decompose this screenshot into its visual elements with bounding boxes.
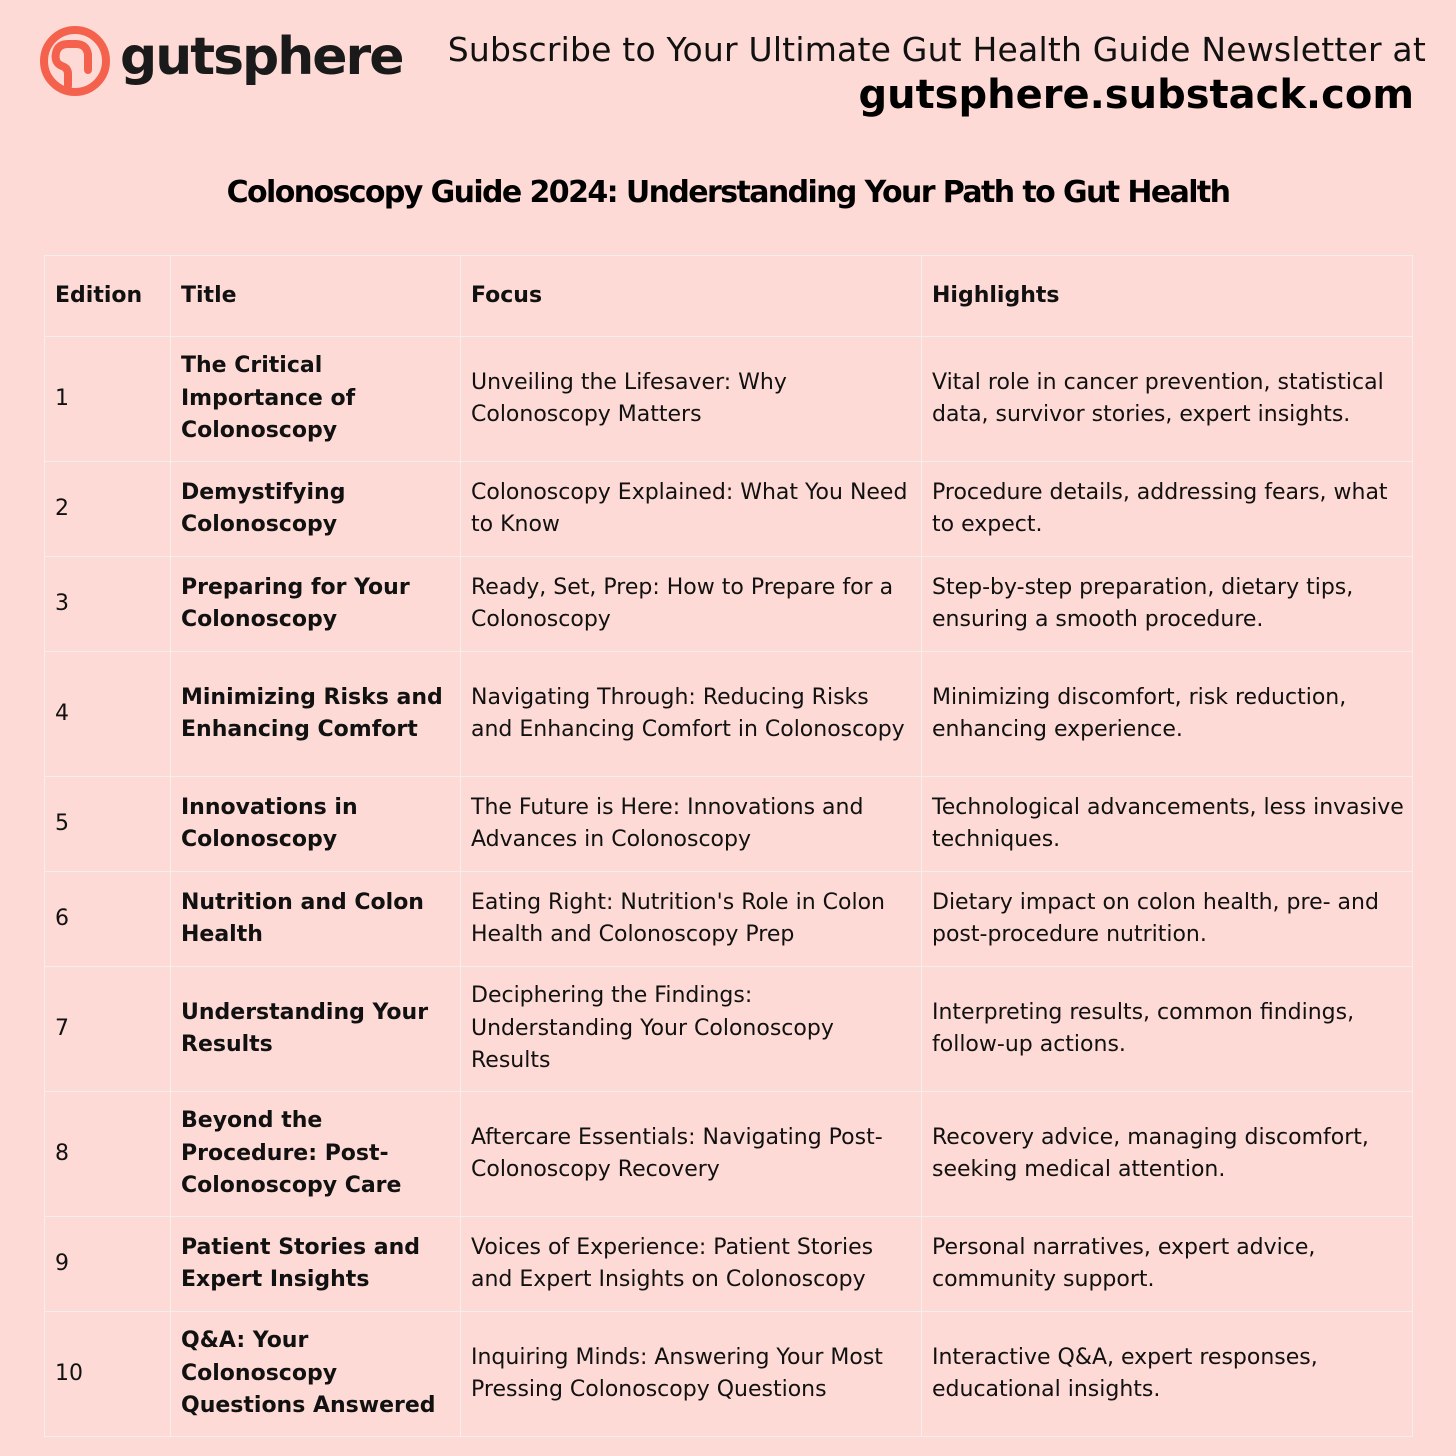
highlights-cell: Minimizing discomfort, risk reduction, enhancing experience. (922, 652, 1413, 777)
edition-cell: 4 (45, 652, 171, 777)
highlights-cell: Procedure details, addressing fears, what to expect. (922, 462, 1413, 557)
title-cell: Nutrition and Colon Health (171, 872, 461, 967)
page-title: Colonoscopy Guide 2024: Understanding Your Path to Gut Health (226, 175, 1230, 210)
column-header-focus: Focus (461, 256, 922, 337)
focus-cell: Ready, Set, Prep: How to Prepare for a Colonoscopy (461, 557, 922, 652)
table-row (45, 1312, 1413, 1437)
column-header-title: Title (171, 256, 461, 337)
edition-cell: 5 (45, 777, 171, 872)
editions-table (44, 255, 1413, 1437)
title-cell: Patient Stories and Expert Insights (171, 1217, 461, 1312)
highlights-cell: Step-by-step preparation, dietary tips, ensuring a smooth procedure. (922, 557, 1413, 652)
edition-cell: 3 (45, 557, 171, 652)
table-row (45, 557, 1413, 652)
table-row (45, 967, 1413, 1092)
gutsphere-logo-icon (38, 24, 112, 98)
table-row (45, 652, 1413, 777)
highlights-cell: Personal narratives, expert advice, community support. (922, 1217, 1413, 1312)
focus-cell: Colonoscopy Explained: What You Need to Know (461, 462, 922, 557)
highlights-cell: Interactive Q&A, expert responses, educational insights. (922, 1312, 1413, 1437)
edition-cell: 9 (45, 1217, 171, 1312)
focus-cell: Navigating Through: Reducing Risks and Enhancing Comfort in Colonoscopy (461, 652, 922, 777)
column-header-edition: Edition (45, 256, 171, 337)
focus-cell: Unveiling the Lifesaver: Why Colonoscopy Matters (461, 337, 922, 462)
highlights-cell: Interpreting results, common findings, follow-up actions. (922, 967, 1413, 1092)
column-header-highlights: Highlights (922, 256, 1413, 337)
subscribe-banner (426, 30, 1426, 120)
table-row (45, 1217, 1413, 1312)
title-cell: Preparing for Your Colonoscopy (171, 557, 461, 652)
focus-cell: The Future is Here: Innovations and Advances in Colonoscopy (461, 777, 922, 872)
title-cell: The Critical Importance of Colonoscopy (171, 337, 461, 462)
focus-cell: Inquiring Minds: Answering Your Most Pressing Colonoscopy Questions (461, 1312, 922, 1437)
title-cell: Understanding Your Results (171, 967, 461, 1092)
highlights-cell: Vital role in cancer prevention, statistical data, survivor stories, expert insights. (922, 337, 1413, 462)
focus-cell: Eating Right: Nutrition's Role in Colon Health and Colonoscopy Prep (461, 872, 922, 967)
highlights-cell: Recovery advice, managing discomfort, seeking medical attention. (922, 1092, 1413, 1217)
table-row (45, 1092, 1413, 1217)
edition-cell: 2 (45, 462, 171, 557)
edition-cell: 1 (45, 337, 171, 462)
table-row (45, 462, 1413, 557)
subscribe-url[interactable]: gutsphere.substack.com (858, 72, 1414, 118)
edition-cell: 6 (45, 872, 171, 967)
edition-cell: 8 (45, 1092, 171, 1217)
title-cell: Minimizing Risks and Enhancing Comfort (171, 652, 461, 777)
highlights-cell: Technological advancements, less invasive techniques. (922, 777, 1413, 872)
edition-cell: 7 (45, 967, 171, 1092)
table-row (45, 872, 1413, 967)
focus-cell: Voices of Experience: Patient Stories and Expert Insights on Colonoscopy (461, 1217, 922, 1312)
table-header-row (45, 256, 1413, 337)
brand-logo (38, 24, 402, 98)
title-cell: Beyond the Procedure: Post-Colonoscopy Care (171, 1092, 461, 1217)
focus-cell: Aftercare Essentials: Navigating Post-Colonoscopy Recovery (461, 1092, 922, 1217)
title-cell: Innovations in Colonoscopy (171, 777, 461, 872)
title-cell: Demystifying Colonoscopy (171, 462, 461, 557)
title-cell: Q&A: Your Colonoscopy Questions Answered (171, 1312, 461, 1437)
edition-cell: 10 (45, 1312, 171, 1437)
table-row (45, 777, 1413, 872)
focus-cell: Deciphering the Findings: Understanding Your Colonoscopy Results (461, 967, 922, 1092)
table-row (45, 337, 1413, 462)
subscribe-text: Subscribe to Your Ultimate Gut Health Guide Newsletter at (447, 30, 1426, 69)
brand-name: gutsphere (120, 27, 403, 87)
highlights-cell: Dietary impact on colon health, pre- and post-procedure nutrition. (922, 872, 1413, 967)
